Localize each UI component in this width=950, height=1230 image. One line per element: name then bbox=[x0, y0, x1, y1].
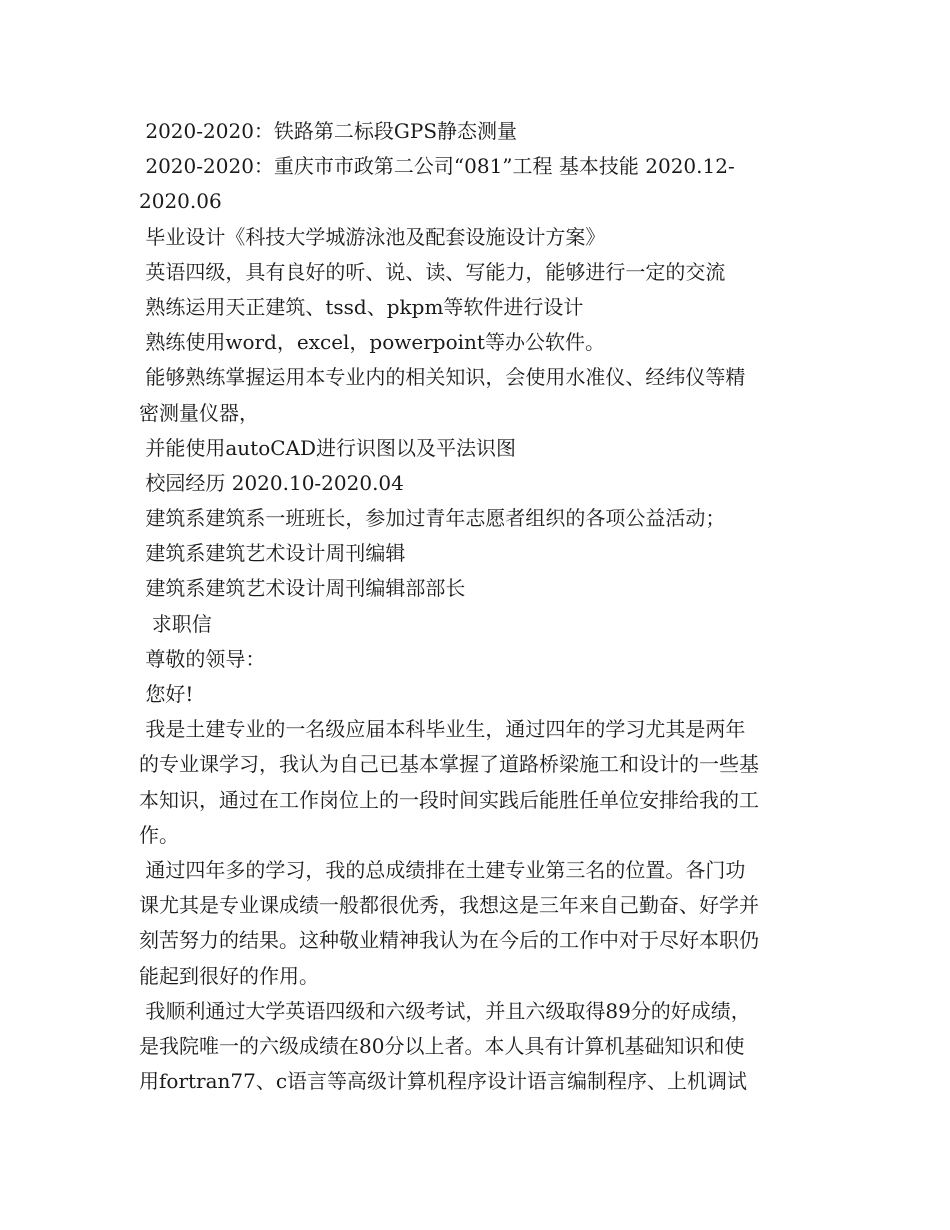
text-line: 能够熟练掌握运用本专业内的相关知识，会使用水准仪、经纬仪等精 bbox=[139, 365, 746, 390]
document-body bbox=[139, 114, 819, 1099]
text-line: 我是土建专业的一名级应届本科毕业生，通过四年的学习尤其是两年 bbox=[139, 717, 746, 742]
text-line: 2020-2020：重庆市市政第二公司“081”工程 基本技能 2020.12- bbox=[139, 154, 735, 179]
text-line: 作。 bbox=[139, 822, 179, 847]
text-line: 用fortran77、c语言等高级计算机程序设计语言编制程序、上机调试 bbox=[139, 1069, 748, 1094]
text-line: 毕业设计《科技大学城游泳池及配套设施设计方案》 bbox=[139, 224, 606, 249]
text-line: 课尤其是专业课成绩一般都很优秀，我想这是三年来自己勤奋、好学并 bbox=[139, 893, 759, 918]
text-line: 建筑系建筑艺术设计周刊编辑部部长 bbox=[139, 576, 466, 601]
text-line: 是我院唯一的六级成绩在80分以上者。本人具有计算机基础知识和使 bbox=[139, 1033, 745, 1058]
text-line: 熟练使用word，excel，powerpoint等办公软件。 bbox=[139, 330, 605, 355]
salutation: 尊敬的领导： bbox=[139, 646, 266, 671]
text-line: 并能使用autoCAD进行识图以及平法识图 bbox=[139, 435, 517, 460]
text-line: 刻苦努力的结果。这种敬业精神我认为在今后的工作中对于尽好本职仍 bbox=[139, 928, 759, 953]
text-line: 2020.06 bbox=[139, 189, 222, 214]
text-line: 我顺利通过大学英语四级和六级考试，并且六级取得89分的好成绩， bbox=[139, 998, 751, 1023]
text-line: 建筑系建筑系一班班长，参加过青年志愿者组织的各项公益活动； bbox=[139, 506, 726, 531]
section-heading-cover-letter: 求职信 bbox=[139, 611, 212, 636]
text-line: 能起到很好的作用。 bbox=[139, 963, 319, 988]
text-line: 英语四级，具有良好的听、说、读、写能力，能够进行一定的交流 bbox=[139, 259, 726, 284]
text-line: 建筑系建筑艺术设计周刊编辑 bbox=[139, 541, 406, 566]
greeting: 您好! bbox=[139, 682, 194, 706]
text-line: 的专业课学习，我认为自己已基本掌握了道路桥梁施工和设计的一些基 bbox=[139, 752, 759, 777]
text-line: 本知识，通过在工作岗位上的一段时间实践后能胜任单位安排给我的工 bbox=[139, 787, 759, 812]
section-heading-campus-experience: 校园经历 2020.10-2020.04 bbox=[139, 470, 404, 495]
text-line: 2020-2020：铁路第二标段GPS静态测量 bbox=[139, 119, 518, 143]
text-line: 熟练运用天正建筑、tssd、pkpm等软件进行设计 bbox=[139, 294, 584, 319]
text-line: 通过四年多的学习，我的总成绩排在土建专业第三名的位置。各门功 bbox=[139, 857, 746, 882]
text-line: 密测量仪器， bbox=[139, 400, 259, 425]
